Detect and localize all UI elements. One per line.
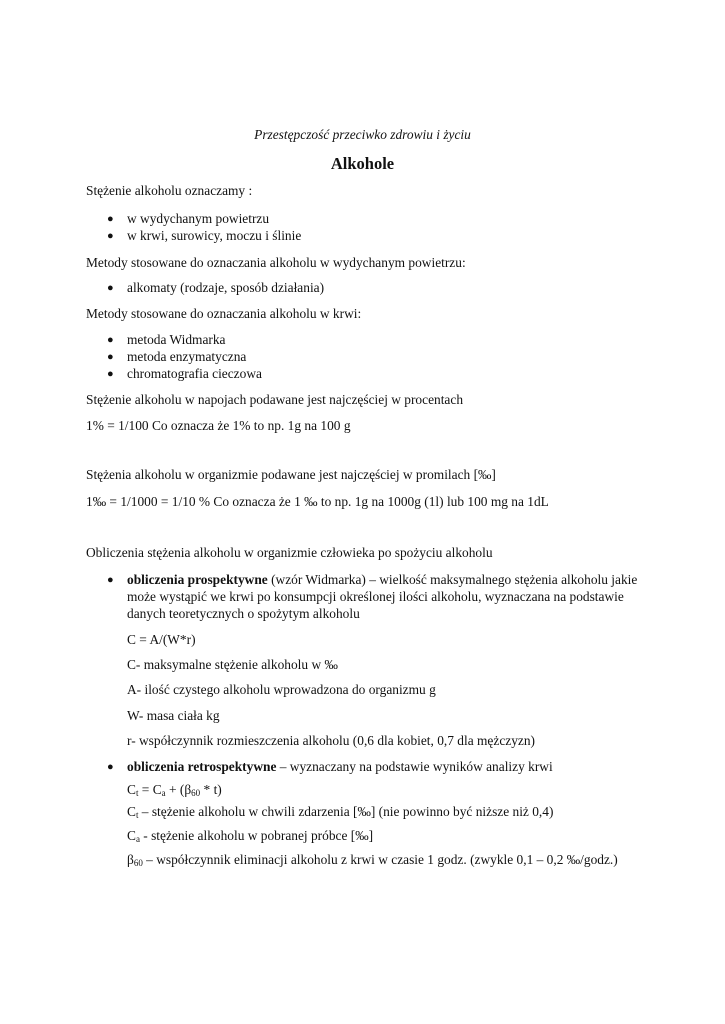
percent-text: Stężenie alkoholu w napojach podawane jest najczęściej w procentach (86, 392, 464, 407)
bullet-icon: ● (107, 761, 114, 773)
list-item: metoda Widmarka (127, 332, 226, 347)
retrospective-line (127, 759, 553, 775)
retrospective-text: – wyznaczany na podstawie wyników analizy krwi (276, 759, 553, 774)
blood-methods-heading: Metody stosowane do oznaczania alkoholu w krwi: (86, 306, 362, 321)
page-title: Alkohole (330, 154, 395, 173)
permille-text: Stężenia alkoholu w organizmie podawane jest najczęściej w promilach [‰] (86, 467, 496, 482)
definition-ct: $C_t$ – stężenie alkoholu w chwili zdarzenia [‰] (nie powinno być niższe niż 0,4) (127, 804, 554, 820)
prospective-line-2: może wystąpić we krwi po konsumpcji określonej ilości alkoholu, wyznaczana na podstawie (127, 589, 624, 604)
list-item: metoda enzymatyczna (127, 349, 247, 364)
definition-w: W- masa ciała kg (127, 708, 220, 723)
list-item: chromatografia cieczowa (127, 366, 262, 381)
prospective-line-3: danych teoretycznych o spożytym alkoholu (127, 606, 360, 621)
list-item: w krwi, surowicy, moczu i ślinie (127, 228, 302, 243)
bullet-icon: ● (107, 574, 114, 586)
prospective-text: (wzór Widmarka) – wielkość maksymalnego stężenia alkoholu jakie (267, 572, 638, 587)
breath-methods-heading: Metody stosowane do oznaczania alkoholu w wydychanym powietrzu: (86, 255, 466, 270)
calculations-heading: Obliczenia stężenia alkoholu w organizmie człowieka po spożyciu alkoholu (86, 545, 493, 560)
prospective-term: obliczenia prospektywne (127, 572, 268, 587)
widmark-formula: C = A/(W*r) (127, 632, 196, 647)
percent-equation: 1% = 1/100 Co oznacza że 1% to np. 1g na 100 g (86, 418, 351, 433)
intro-text: Stężenie alkoholu oznaczamy : (86, 183, 253, 198)
bullet-icon: ● (107, 230, 114, 242)
retrospective-term: obliczenia retrospektywne (127, 759, 277, 774)
definition-r: r- współczynnik rozmieszczenia alkoholu (0,6 dla kobiet, 0,7 dla mężczyzn) (127, 733, 535, 748)
bullet-icon: ● (107, 334, 114, 346)
permille-equation: 1‰ = 1/1000 = 1/10 % Co oznacza że 1 ‰ to np. 1g na 1000g (1l) lub 100 mg na 1dL (86, 494, 549, 509)
prospective-line-1 (127, 572, 637, 588)
definition-ca: $C_a$ - stężenie alkoholu w pobranej próbce [‰] (127, 828, 374, 844)
retrospective-formula: $C_t = C_a + (\beta_{60} * t)$ (127, 782, 222, 798)
document-header: Przestępczość przeciwko zdrowiu i życiu (254, 127, 471, 142)
bullet-icon: ● (107, 213, 114, 225)
list-item: w wydychanym powietrzu (127, 211, 270, 226)
list-item: alkomaty (rodzaje, sposób działania) (127, 280, 325, 295)
bullet-icon: ● (107, 368, 114, 380)
definition-c: C- maksymalne stężenie alkoholu w ‰ (127, 657, 338, 672)
bullet-icon: ● (107, 351, 114, 363)
bullet-icon: ● (107, 282, 114, 294)
definition-beta60: $\beta_{60}$ – współczynnik eliminacji alkoholu z krwi w czasie 1 godz. (zwykle 0,1 – 0,2 ‰/godz.) (127, 852, 618, 868)
definition-a: A- ilość czystego alkoholu wprowadzona do organizmu g (127, 682, 436, 697)
